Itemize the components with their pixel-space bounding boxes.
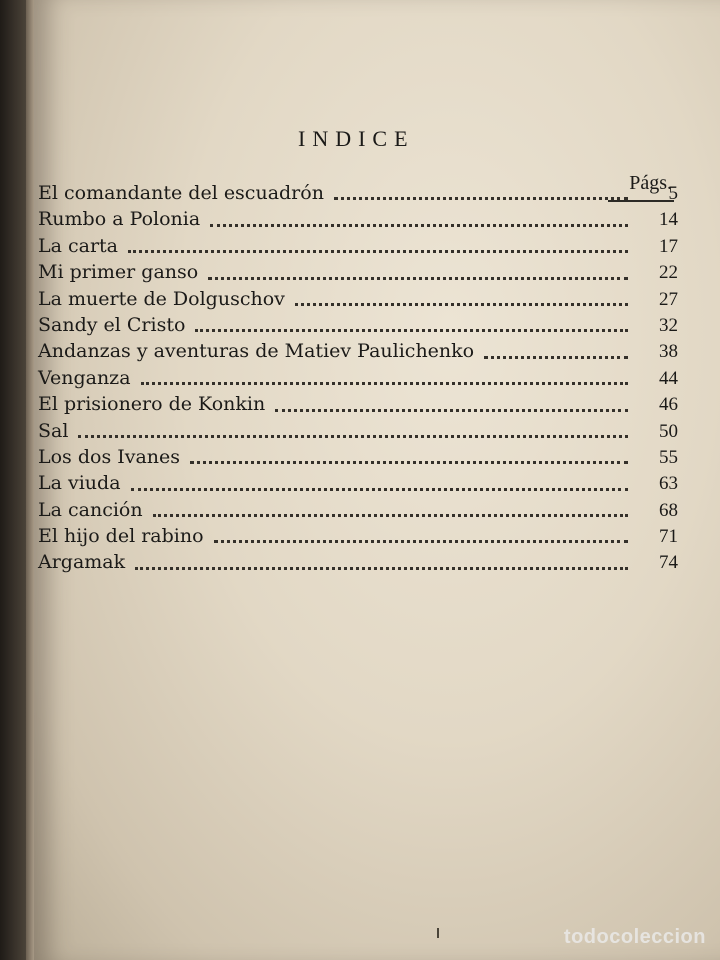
toc-entry-page: 74 (659, 552, 678, 574)
toc-entry-page: 27 (659, 288, 678, 310)
dot-leader (275, 395, 628, 412)
dot-leader (131, 474, 628, 491)
toc-entry-title: Argamak (38, 551, 126, 574)
toc-entry (38, 365, 678, 391)
index-title: INDICE (298, 126, 415, 151)
table-of-contents (38, 0, 698, 960)
toc-entry-page: 63 (659, 473, 678, 495)
dot-leader (484, 342, 628, 359)
dot-leader (334, 183, 628, 200)
dot-leader (141, 368, 628, 385)
dot-leader (214, 526, 628, 543)
toc-entry-title: Sal (38, 419, 69, 442)
toc-entry-title: Venganza (38, 366, 131, 389)
toc-entry-title: La viuda (38, 472, 121, 495)
toc-entry-title: Sandy el Cristo (38, 313, 186, 336)
toc-entry (38, 206, 678, 232)
toc-entry (38, 338, 678, 364)
toc-entry (38, 523, 678, 549)
toc-entry-title: La canción (38, 498, 143, 521)
dot-leader (78, 421, 628, 438)
toc-entry (38, 549, 678, 575)
dot-leader (208, 263, 628, 280)
toc-entry-title: La carta (38, 234, 118, 257)
toc-entry-title: El prisionero de Konkin (38, 393, 266, 416)
pages-column-header: Págs. (629, 172, 672, 194)
toc-entry (38, 391, 678, 417)
toc-entry-page: 68 (659, 499, 678, 521)
dot-leader (135, 553, 628, 570)
toc-entry-page: 32 (659, 314, 678, 336)
toc-entry-page: 55 (659, 446, 678, 468)
toc-entry-page: 22 (659, 262, 678, 284)
toc-entry-list (38, 180, 678, 576)
toc-entry-title: Los dos Ivanes (38, 445, 181, 468)
toc-entry-page: 71 (659, 526, 678, 548)
page-bottom-mark (437, 928, 439, 938)
toc-entry-page: 44 (659, 367, 678, 389)
toc-entry (38, 180, 678, 206)
toc-entry-page: 50 (659, 420, 678, 442)
toc-entry (38, 259, 678, 285)
toc-entry (38, 497, 678, 523)
toc-entry-title: Mi primer ganso (38, 261, 199, 284)
toc-entry (38, 233, 678, 259)
toc-entry (38, 286, 678, 312)
page-edge (26, 0, 34, 960)
toc-entry-title: Rumbo a Polonia (38, 208, 201, 231)
dot-leader (190, 447, 628, 464)
toc-entry (38, 312, 678, 338)
dot-leader (295, 289, 628, 306)
toc-entry-title: Andanzas y aventuras de Matiev Paulichenko (38, 340, 475, 363)
toc-entry (38, 418, 678, 444)
dot-leader (210, 210, 628, 227)
toc-entry-title: La muerte de Dolguschov (38, 287, 285, 310)
toc-entry-title: El comandante del escuadrón (38, 182, 324, 204)
toc-entry (38, 444, 678, 470)
toc-entry-page: 17 (659, 235, 678, 257)
dot-leader (153, 500, 628, 517)
toc-entry-page: 14 (659, 209, 678, 231)
toc-entry-page: 38 (659, 341, 678, 363)
toc-entry-page: 46 (659, 394, 678, 416)
dot-leader (195, 315, 628, 332)
toc-entry-page: 5 (668, 183, 678, 204)
dot-leader (128, 236, 628, 253)
toc-entry-title: El hijo del rabino (38, 525, 204, 548)
watermark-text: todocoleccion (563, 926, 706, 948)
toc-entry (38, 470, 678, 496)
